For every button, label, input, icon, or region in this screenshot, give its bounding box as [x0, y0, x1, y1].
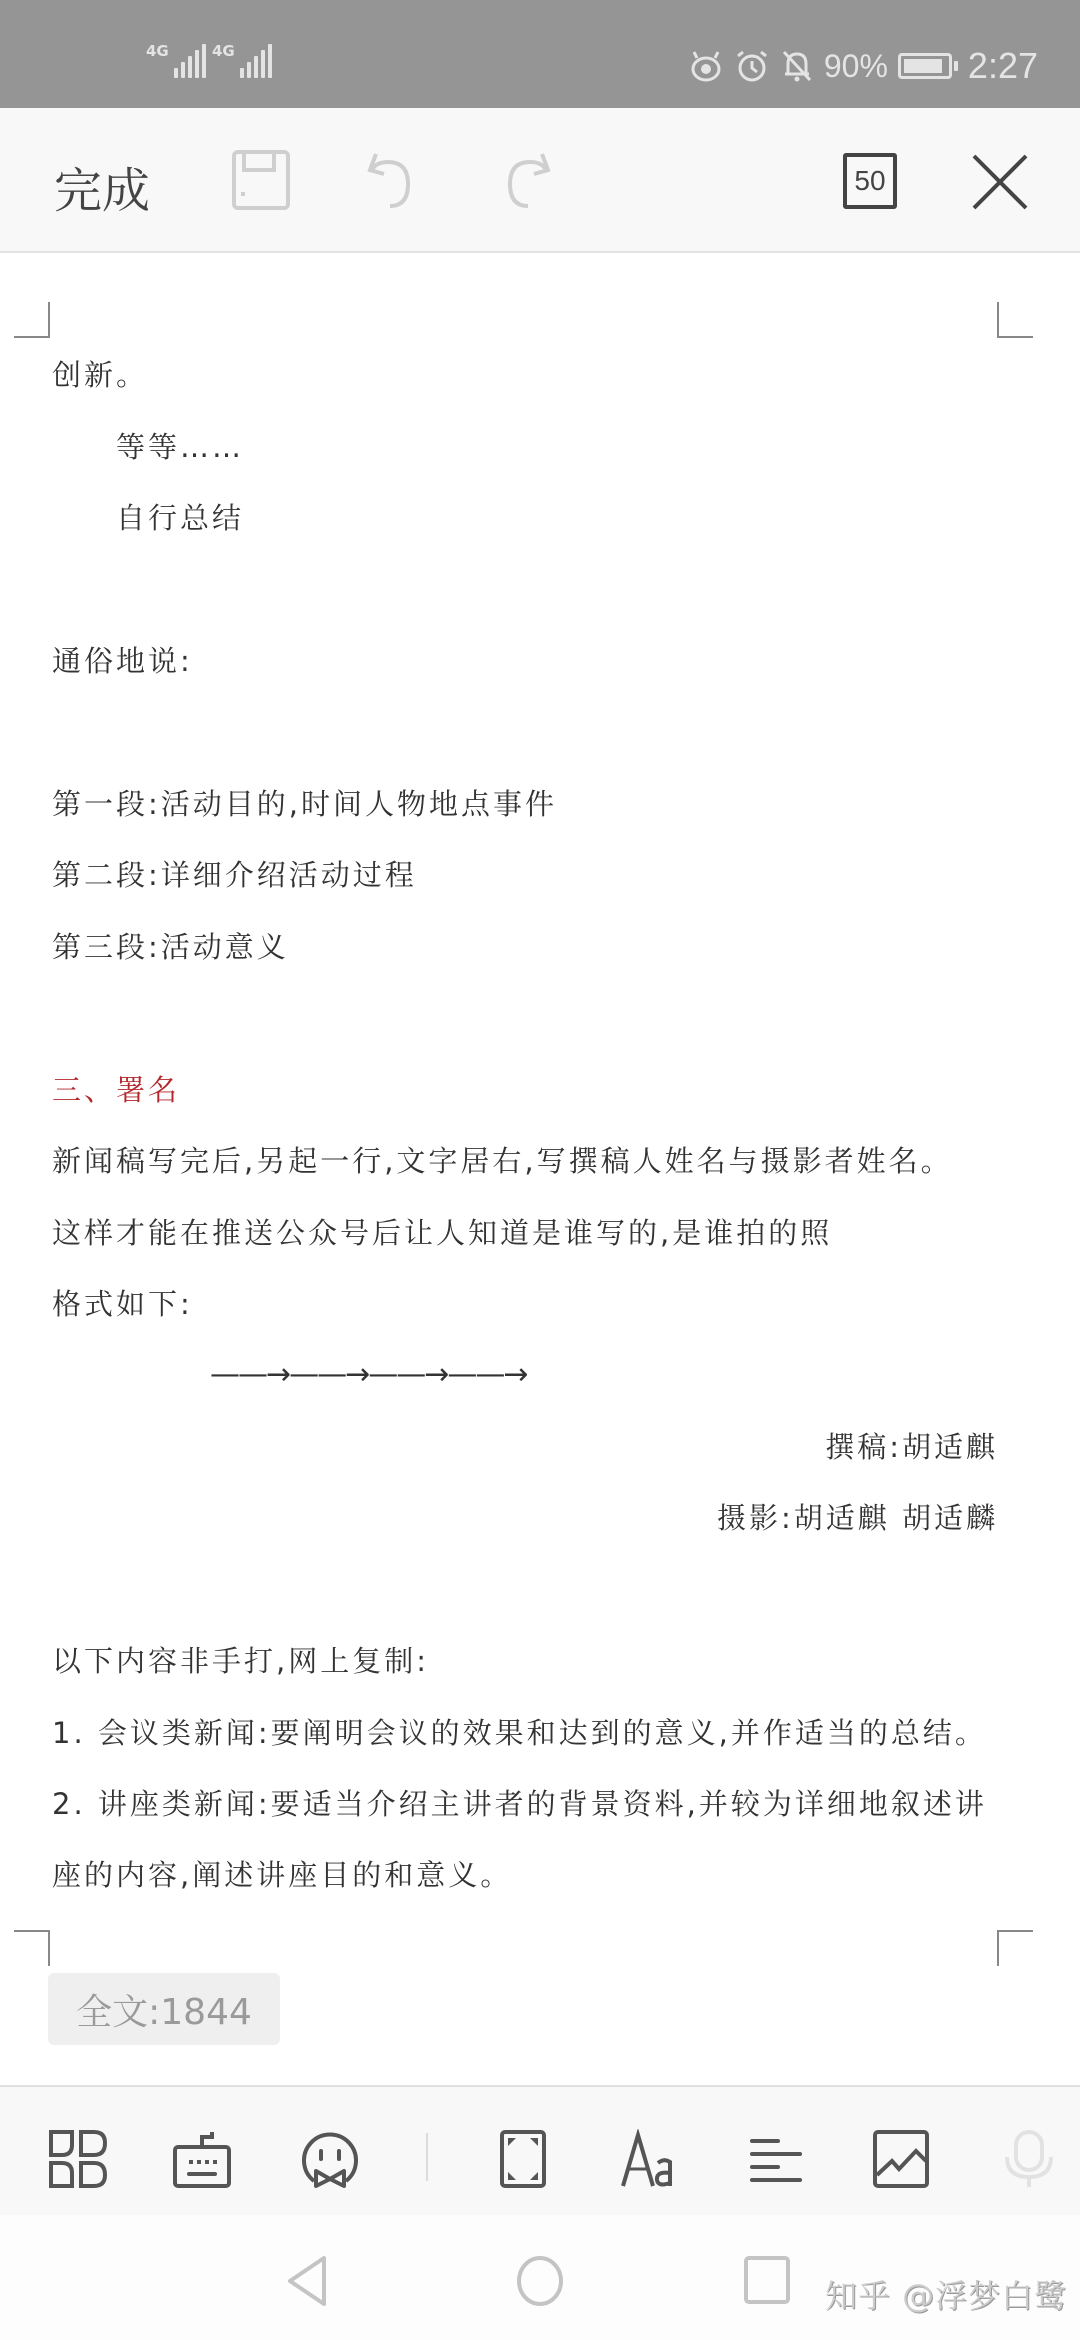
align-icon[interactable]	[748, 2129, 808, 2189]
author-line: 撰稿:胡适麒	[825, 1430, 998, 1464]
home-icon[interactable]	[514, 2255, 566, 2307]
doc-line: 以下内容非手打,网上复制:	[52, 1644, 429, 1678]
microphone-icon[interactable]	[1000, 2129, 1060, 2189]
done-button[interactable]: 完成	[54, 163, 151, 219]
editor-toolbar	[0, 108, 1080, 253]
doc-line: 第一段:活动目的,时间人物地点事件	[52, 787, 557, 821]
sim1-signal-icon	[146, 44, 206, 78]
fullscreen-icon[interactable]	[496, 2129, 556, 2189]
doc-line: 通俗地说:	[52, 644, 193, 678]
close-icon[interactable]	[970, 152, 1030, 212]
redo-icon[interactable]	[494, 148, 556, 210]
doc-line: 新闻稿写完后,另起一行,文字居右,写撰稿人姓名与摄影者姓名。	[52, 1144, 953, 1178]
status-right	[688, 44, 1038, 88]
page-corner-mark	[14, 1930, 50, 1966]
arrow-line: ——→——→——→——→	[210, 1357, 527, 1392]
page-corner-mark	[997, 1930, 1033, 1966]
eye-comfort-icon	[688, 48, 724, 84]
mute-icon	[780, 48, 814, 84]
toolbar-separator	[426, 2133, 428, 2181]
doc-line: 2. 讲座类新闻:要适当介绍主讲者的背景资料,并较为详细地叙述讲	[52, 1787, 987, 1821]
page-count-button[interactable]	[843, 153, 897, 209]
section-heading: 三、署名	[52, 1073, 181, 1107]
recents-icon[interactable]	[742, 2255, 794, 2307]
word-count-label: 全文:1844	[76, 1991, 252, 2033]
doc-line: 创新。	[52, 358, 149, 392]
doc-line: 第二段:详细介绍活动过程	[52, 858, 417, 892]
doc-line: 自行总结	[116, 501, 245, 535]
apps-grid-icon[interactable]	[48, 2129, 108, 2189]
battery-percent: 90%	[823, 47, 888, 84]
undo-icon[interactable]	[362, 148, 424, 210]
word-count-badge	[48, 1973, 280, 2045]
page-corner-mark	[997, 302, 1033, 338]
system-nav-bar	[0, 2215, 1080, 2340]
keyboard-icon[interactable]	[172, 2129, 232, 2189]
doc-line: 格式如下:	[52, 1287, 193, 1321]
sim2-network-label: 4G	[212, 42, 235, 60]
doc-line: 座的内容,阐述讲座目的和意义。	[52, 1858, 513, 1892]
sim1-network-label: 4G	[146, 42, 169, 60]
doc-line: 第三段:活动意义	[52, 930, 289, 964]
doc-line: 这样才能在推送公众号后让人知道是谁写的,是谁拍的照	[52, 1216, 833, 1250]
watermark: 知乎 @浮梦白鹭	[825, 2277, 1068, 2315]
alarm-icon	[734, 48, 770, 84]
back-icon[interactable]	[282, 2255, 334, 2307]
save-icon[interactable]	[230, 148, 292, 210]
image-icon[interactable]	[872, 2129, 932, 2189]
page-count-label: 50	[854, 165, 886, 196]
bottom-toolbar	[0, 2085, 1080, 2215]
doc-line: 1. 会议类新闻:要阐明会议的效果和达到的意义,并作适当的总结。	[52, 1716, 987, 1750]
document-page[interactable]	[0, 255, 1080, 2085]
clock: 2:27	[967, 45, 1038, 86]
sim2-signal-icon	[212, 44, 272, 78]
page-corner-mark	[14, 302, 50, 338]
battery-icon	[898, 53, 952, 79]
emoji-icon[interactable]	[300, 2129, 360, 2189]
photographer-line: 摄影:胡适麒 胡适麟	[717, 1501, 998, 1535]
status-bar	[0, 0, 1080, 108]
font-icon[interactable]	[620, 2129, 680, 2189]
doc-line: 等等……	[116, 430, 245, 464]
